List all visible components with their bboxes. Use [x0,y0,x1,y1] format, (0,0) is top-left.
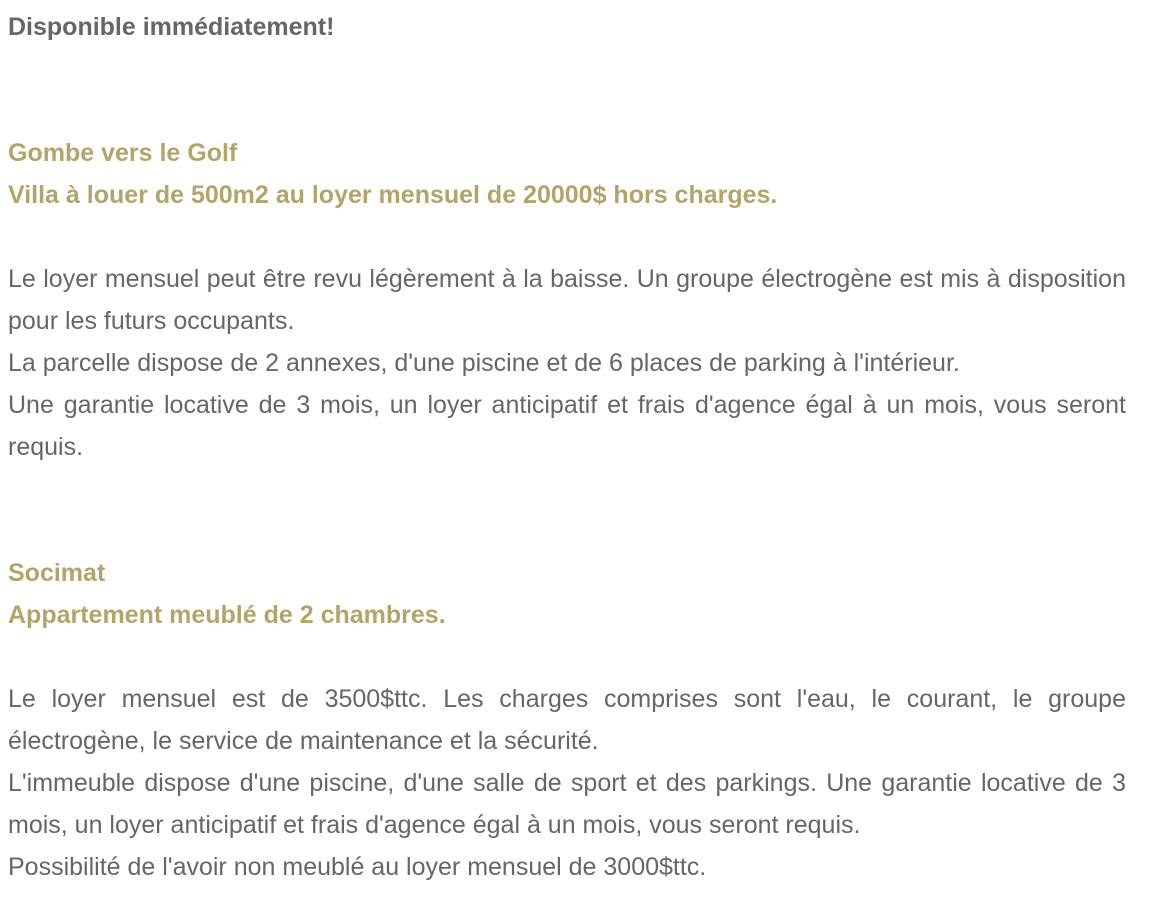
listing-location: Gombe vers le Golf [8,139,238,167]
listing-title: Appartement meublé de 2 chambres. [8,601,446,629]
listing-gombe [8,132,1126,468]
listing-paragraph: L'immeuble dispose d'une piscine, d'une salle de sport et des parkings. Une garantie locative de 3 mois, un loyer anticipatif et frais d'agence égal à un mois, vous seront requis. [8,769,1126,839]
spacer [8,216,1126,258]
listing-socimat [8,552,1126,888]
listing-paragraph: Possibilité de l'avoir non meublé au loyer mensuel de 3000$ttc. [8,853,707,881]
listing-paragraph: Le loyer mensuel est de 3500$ttc. Les charges comprises sont l'eau, le courant, le groupe électrogène, le service de maintenance et la sécurité. [8,685,1126,755]
spacer [8,636,1126,678]
listing-paragraph: Une garantie locative de 3 mois, un loyer anticipatif et frais d'agence égal à un mois, vous seront requis. [8,391,1126,461]
availability-headline: Disponible immédiatement! [8,13,335,41]
spacer [8,468,1126,552]
listing-title: Villa à louer de 500m2 au loyer mensuel de 20000$ hors charges. [8,181,778,209]
listing-paragraph: Le loyer mensuel peut être revu légèrement à la baisse. Un groupe électrogène est mis à disposition pour les futurs occupants. [8,265,1126,335]
listing-location: Socimat [8,559,106,587]
listing-paragraph: La parcelle dispose de 2 annexes, d'une piscine et de 6 places de parking à l'intérieur. [8,349,960,377]
spacer [8,48,1126,132]
